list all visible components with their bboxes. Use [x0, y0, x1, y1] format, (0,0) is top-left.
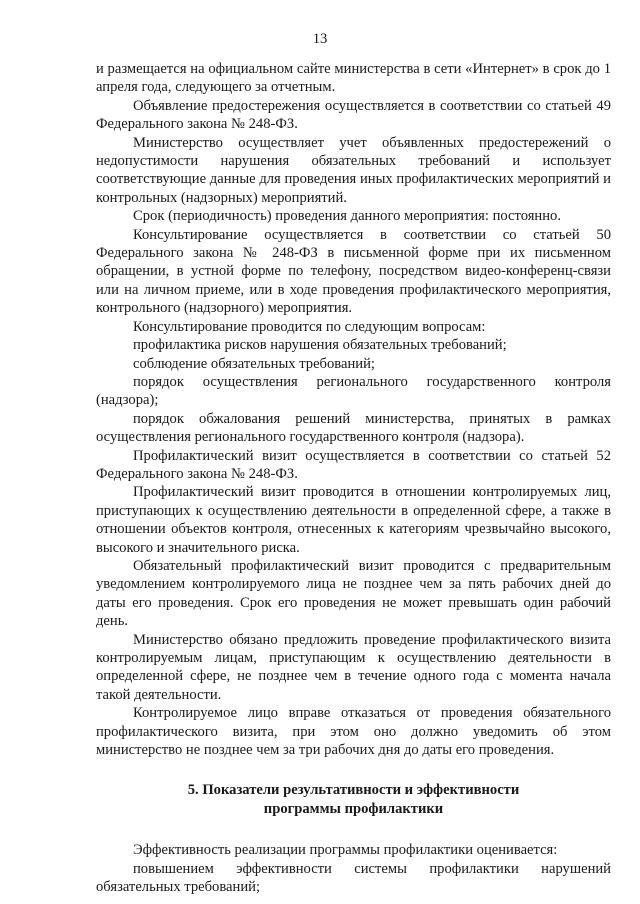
list-item: порядок обжалования решений министерства, принятых в рамках осуществления регионального государственного контроля (надзора). — [96, 410, 611, 446]
paragraph: Профилактический визит осуществляется в соответствии со статьей 52 Федерального закона № 248-ФЗ. — [96, 447, 611, 482]
section-heading-line: 5. Показатели результативности и эффективности — [187, 782, 520, 799]
section-heading-line: программы профилактики — [263, 801, 444, 818]
paragraph: Консультирование осуществляется в соответствии со статьей 50 Федерального закона № 248-ФЗ в письменной форме при их письменном обращении, в устной форме по телефону, посредством видео-конференц-связи или на личном приеме, или в ходе проведения профилактического мероприятия, контрольного (надзорного) мероприятия. — [96, 226, 611, 317]
list-item: профилактика рисков нарушения обязательных требований; — [133, 337, 507, 354]
paragraph: Объявление предостережения осуществляется в соответствии со статьей 49 Федерального закона № 248-ФЗ. — [96, 97, 611, 133]
paragraph: Обязательный профилактический визит проводится с предварительным уведомлением контролируемого лица не позднее чем за пять рабочих дней до даты его проведения. Срок его проведения не может превышать один рабочий день. — [96, 557, 611, 630]
paragraph: Министерство осуществляет учет объявленных предостережений о недопустимости нарушения обязательных требований и использует соответствующие данные для проведения иных профилактических мероприятий и контрольных (надзорных) мероприятий. — [96, 134, 611, 206]
list-item: повышением эффективности системы профилактики нарушений обязательных требований; — [96, 860, 611, 896]
paragraph: Срок (периодичность) проведения данного мероприятия: постоянно. — [133, 208, 561, 225]
section-heading — [96, 781, 611, 819]
paragraph: Профилактический визит проводится в отношении контролируемых лиц, приступающих к осуществлению деятельности в определенной сфере, а также в отношении объектов контроля, отнесенных к категориям чрезвычайно высокого, высокого и значительного риска. — [96, 484, 611, 556]
list-item: порядок осуществления регионального государственного контроля (надзора); — [96, 373, 611, 409]
list-item: соблюдение обязательных требований; — [133, 355, 375, 372]
page-number: 13 — [312, 31, 328, 47]
paragraph: Эффективность реализации программы профилактики оценивается: — [133, 842, 558, 859]
page-body — [96, 60, 611, 897]
paragraph: Консультирование проводится по следующим вопросам: — [133, 318, 486, 335]
paragraph: Контролируемое лицо вправе отказаться от проведения обязательного профилактического визита, при этом оно должно уведомить об этом министерство не позднее чем за три рабочих дня до даты его проведения. — [96, 705, 611, 759]
paragraph: и размещается на официальном сайте министерства в сети «Интернет» в срок до 1 апреля года, следующего за отчетным. — [96, 61, 611, 96]
paragraph: Министерство обязано предложить проведение профилактического визита контролируемым лицам, приступающим к осуществлению деятельности в определенной сфере, не позднее чем в течение одного года с момента начала такой деятельности. — [96, 631, 611, 703]
